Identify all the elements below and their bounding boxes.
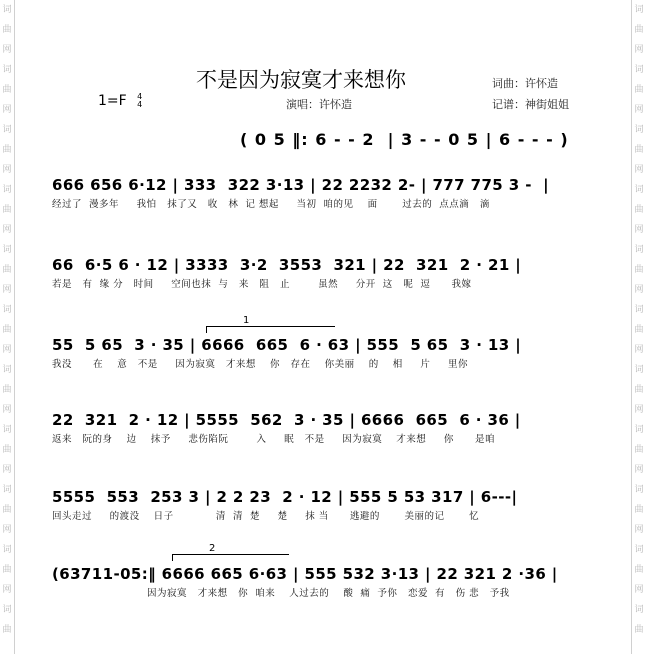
watermark-char: 曲 xyxy=(634,445,644,455)
watermark-char: 词 xyxy=(634,185,644,195)
lyrics-line: 因为寂寞 才来想 你 咱来 人过去的 酸 痛 予你 恋爱 有 伤 悲 予我 xyxy=(52,588,510,599)
watermark-char: 词 xyxy=(634,245,644,255)
key-signature xyxy=(98,93,142,109)
score-row-4 xyxy=(52,410,600,447)
lyrics-line: 我没 在 意 不是 因为寂寞 才来想 你 存在 你美丽 的 相 片 里你 xyxy=(52,359,468,370)
watermark-char: 网 xyxy=(634,525,644,535)
watermark-char: 曲 xyxy=(634,505,644,515)
arranger-credit: 记谱：神街姐姐 xyxy=(492,98,569,111)
watermark-char: 词 xyxy=(2,65,12,75)
watermark-char: 词 xyxy=(634,305,644,315)
watermark-char: 曲 xyxy=(634,145,644,155)
lyrics-line: 回头走过 的渡没 日子 清 清 楚 楚 抹 当 逃避的 美丽的记 忆 xyxy=(52,511,480,522)
notes-line: 666 656 6·12 | 333 322 3·13 | 22 2232 2- | 777 775 3 - | xyxy=(52,176,549,194)
watermark-char: 词 xyxy=(2,305,12,315)
watermark-char: 网 xyxy=(2,45,12,55)
notes-line: 66 6·5 6 · 12 | 3333 3·2 3553 321 | 22 321 2 · 21 | xyxy=(52,256,522,274)
watermark-char: 曲 xyxy=(634,385,644,395)
watermark-char: 词 xyxy=(634,425,644,435)
watermark-char: 词 xyxy=(2,485,12,495)
time-signature xyxy=(137,93,142,109)
watermark-right xyxy=(631,0,646,654)
time-top: 4 xyxy=(137,92,143,101)
watermark-char: 曲 xyxy=(2,445,12,455)
watermark-char: 词 xyxy=(2,185,12,195)
watermark-char: 网 xyxy=(634,45,644,55)
score-row-5 xyxy=(52,487,600,524)
watermark-char: 词 xyxy=(2,425,12,435)
watermark-char: 曲 xyxy=(634,565,644,575)
lyricist-credit: 词曲：许怀造 xyxy=(492,77,558,90)
watermark-char: 网 xyxy=(2,525,12,535)
lyrics-line: 经过了 漫多年 我怕 抹了又 收 林 记 想起 当初 咱的见 面 过去的 点点滴 滴 xyxy=(52,199,490,210)
watermark-char: 曲 xyxy=(2,205,12,215)
watermark-char: 曲 xyxy=(2,265,12,275)
volta-2 xyxy=(172,543,289,561)
watermark-char: 曲 xyxy=(634,205,644,215)
watermark-char: 网 xyxy=(2,585,12,595)
volta-2-label: 2 xyxy=(209,543,216,554)
intro-notation: ( 0 5 ‖: 6 - - 2 | 3 - - 0 5 | 6 - - - ) xyxy=(240,130,569,149)
watermark-char: 词 xyxy=(2,545,12,555)
watermark-char: 词 xyxy=(634,485,644,495)
watermark-char: 曲 xyxy=(2,565,12,575)
watermark-char: 词 xyxy=(634,365,644,375)
watermark-char: 曲 xyxy=(2,505,12,515)
notes-line: (63711-05:‖ 6666 665 6·63 | 555 532 3·13 | 22 321 2 ·36 | xyxy=(52,565,558,583)
watermark-char: 网 xyxy=(2,465,12,475)
score-row-2 xyxy=(52,255,600,292)
watermark-char: 曲 xyxy=(2,25,12,35)
watermark-left xyxy=(0,0,15,654)
watermark-char: 网 xyxy=(634,465,644,475)
watermark-char: 词 xyxy=(634,125,644,135)
lyrics-line: 返来 阮的身 边 抹予 悲伤陷阮 入 眠 不是 因为寂寞 才来想 你 是咱 xyxy=(52,434,496,445)
watermark-char: 曲 xyxy=(634,625,644,635)
time-bottom: 4 xyxy=(137,100,143,109)
watermark-char: 网 xyxy=(634,405,644,415)
watermark-char: 曲 xyxy=(2,385,12,395)
volta-1-label: 1 xyxy=(243,315,250,326)
watermark-char: 网 xyxy=(634,585,644,595)
watermark-char: 网 xyxy=(2,285,12,295)
singer-credit: 演唱：许怀造 xyxy=(286,98,352,111)
watermark-char: 词 xyxy=(2,5,12,15)
watermark-char: 网 xyxy=(2,405,12,415)
watermark-char: 曲 xyxy=(634,325,644,335)
watermark-char: 词 xyxy=(2,365,12,375)
watermark-char: 网 xyxy=(2,345,12,355)
watermark-char: 词 xyxy=(2,245,12,255)
score-row-1 xyxy=(52,175,600,212)
score-row-6 xyxy=(52,564,600,601)
watermark-char: 网 xyxy=(634,285,644,295)
song-title: 不是因为寂寞才来想你 xyxy=(196,68,406,92)
watermark-char: 词 xyxy=(634,545,644,555)
watermark-char: 曲 xyxy=(2,85,12,95)
watermark-char: 词 xyxy=(634,5,644,15)
watermark-char: 词 xyxy=(2,125,12,135)
watermark-char: 网 xyxy=(634,165,644,175)
watermark-char: 曲 xyxy=(634,265,644,275)
lyrics-line: 若是 有 缘 分 时间 空间也抹 与 来 阻 止 虽然 分开 这 呢 逗 我嫁 xyxy=(52,279,472,290)
watermark-char: 网 xyxy=(634,345,644,355)
watermark-char: 曲 xyxy=(2,145,12,155)
watermark-char: 曲 xyxy=(2,325,12,335)
volta-1 xyxy=(206,315,335,333)
watermark-char: 曲 xyxy=(634,85,644,95)
watermark-char: 网 xyxy=(634,105,644,115)
watermark-char: 网 xyxy=(634,225,644,235)
watermark-char: 曲 xyxy=(634,25,644,35)
notes-line: 55 5 65 3 · 35 | 6666 665 6 · 63 | 555 5 65 3 · 13 | xyxy=(52,336,522,354)
watermark-char: 曲 xyxy=(2,625,12,635)
key-label: 1=F xyxy=(98,93,127,109)
watermark-char: 网 xyxy=(2,165,12,175)
watermark-char: 词 xyxy=(634,605,644,615)
notes-line: 22 321 2 · 12 | 5555 562 3 · 35 | 6666 665 6 · 36 | xyxy=(52,411,521,429)
watermark-char: 词 xyxy=(634,65,644,75)
notes-line: 5555 553 253 3 | 2 2 23 2 · 12 | 555 5 53 317 | 6---| xyxy=(52,488,518,506)
watermark-char: 网 xyxy=(2,105,12,115)
watermark-char: 网 xyxy=(2,225,12,235)
watermark-char: 词 xyxy=(2,605,12,615)
score-row-3 xyxy=(52,335,600,372)
